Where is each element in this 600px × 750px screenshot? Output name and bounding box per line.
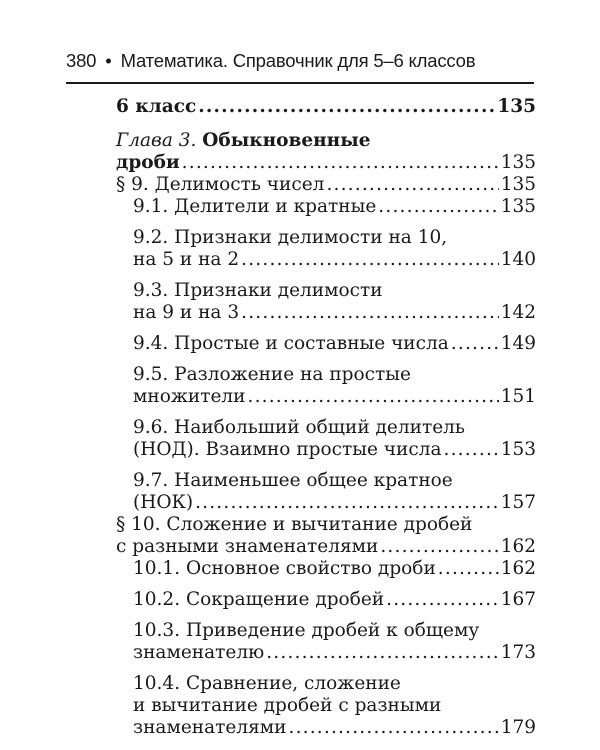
item-title: 10.1. Основное свойство дроби — [133, 558, 436, 579]
toc-grade-label: 6 класс — [116, 96, 197, 117]
toc-page-number: 149 — [500, 333, 536, 354]
dot-leader — [198, 96, 495, 118]
toc-item-9-5[interactable] — [116, 364, 536, 408]
dot-leader — [182, 152, 499, 174]
page-number: 380 — [66, 50, 97, 71]
item-title-cont: на 9 и на 3 — [133, 302, 240, 323]
toc-item-9-4[interactable] — [116, 333, 536, 355]
header-rule — [66, 82, 534, 84]
toc-page-number: 179 — [500, 717, 536, 738]
toc-item-9-7[interactable] — [116, 470, 536, 514]
dot-leader — [443, 439, 498, 461]
dot-leader — [326, 174, 498, 196]
toc-page-number: 162 — [500, 536, 536, 557]
dot-leader — [438, 558, 499, 580]
dot-leader — [288, 717, 498, 739]
dot-leader — [378, 196, 498, 218]
toc-page-number: 140 — [500, 249, 536, 270]
dot-leader — [241, 302, 499, 324]
item-title: 9.7. Наименьшее общее кратное — [133, 470, 453, 491]
dot-leader — [241, 249, 499, 271]
toc-page-number: 135 — [497, 96, 536, 117]
toc-page-number: 153 — [500, 439, 536, 460]
toc-page-number: 167 — [500, 589, 536, 610]
toc-item-9-6[interactable] — [116, 417, 536, 461]
toc-chapter[interactable] — [116, 130, 536, 174]
item-title-cont: (НОК) — [133, 492, 194, 513]
table-of-contents — [116, 96, 536, 739]
toc-page-number: 157 — [500, 492, 536, 513]
toc-page-number: 142 — [500, 302, 536, 323]
toc-page-number: 135 — [500, 196, 536, 217]
item-title: 9.4. Простые и составные числа — [133, 333, 449, 354]
dot-leader — [380, 536, 498, 558]
item-title-cont: и вычитание дробей с разными — [133, 695, 442, 716]
toc-section-10[interactable] — [116, 514, 536, 558]
toc-section-9[interactable] — [116, 174, 536, 196]
toc-item-10-2[interactable] — [116, 589, 536, 611]
toc-item-9-2[interactable] — [116, 227, 536, 271]
item-title: 10.3. Приведение дробей к общему — [133, 620, 480, 641]
toc-page-number: 135 — [500, 174, 536, 195]
dot-leader — [195, 492, 499, 514]
item-title-cont: на 5 и на 2 — [133, 249, 240, 270]
toc-item-10-1[interactable] — [116, 558, 536, 580]
toc-item-10-4[interactable] — [116, 673, 536, 739]
item-title-cont: знаменателями — [133, 717, 287, 738]
chapter-prefix: Глава 3. — [116, 130, 197, 151]
dot-leader — [247, 386, 498, 408]
section-title-cont: с разными знаменателями — [116, 536, 379, 557]
item-title: 9.5. Разложение на простые — [133, 364, 411, 385]
toc-page-number: 162 — [500, 558, 536, 579]
dot-leader — [386, 589, 499, 611]
item-title: 9.2. Признаки делимости на 10, — [133, 227, 448, 248]
toc-page-number: 135 — [500, 152, 536, 173]
toc-item-9-1[interactable] — [116, 196, 536, 218]
dot-leader — [451, 333, 499, 355]
item-title-cont: (НОД). Взаимно простые числа — [133, 439, 442, 460]
book-title: Математика. Справочник для 5–6 классов — [120, 50, 476, 71]
dot-leader — [266, 642, 498, 664]
item-title: 9.3. Признаки делимости — [133, 280, 383, 301]
toc-grade[interactable] — [116, 96, 536, 118]
chapter-title-line1: Обыкновенные — [202, 130, 371, 151]
item-title: 10.2. Сокращение дробей — [133, 589, 385, 610]
page-header — [66, 50, 536, 72]
toc-item-9-3[interactable] — [116, 280, 536, 324]
item-title: 9.1. Делители и кратные — [133, 196, 377, 217]
item-title: 10.4. Сравнение, сложение — [133, 673, 401, 694]
header-separator: • — [105, 50, 112, 71]
toc-item-10-3[interactable] — [116, 620, 536, 664]
section-title: § 10. Сложение и вычитание дробей — [116, 514, 473, 535]
item-title-cont: множители — [133, 386, 246, 407]
toc-page-number: 151 — [500, 386, 536, 407]
section-title: § 9. Делимость чисел — [116, 174, 325, 195]
toc-page-number: 173 — [500, 642, 536, 663]
chapter-title-line2: дроби — [116, 152, 180, 173]
item-title-cont: знаменателю — [133, 642, 265, 663]
item-title: 9.6. Наибольший общий делитель — [133, 417, 465, 438]
